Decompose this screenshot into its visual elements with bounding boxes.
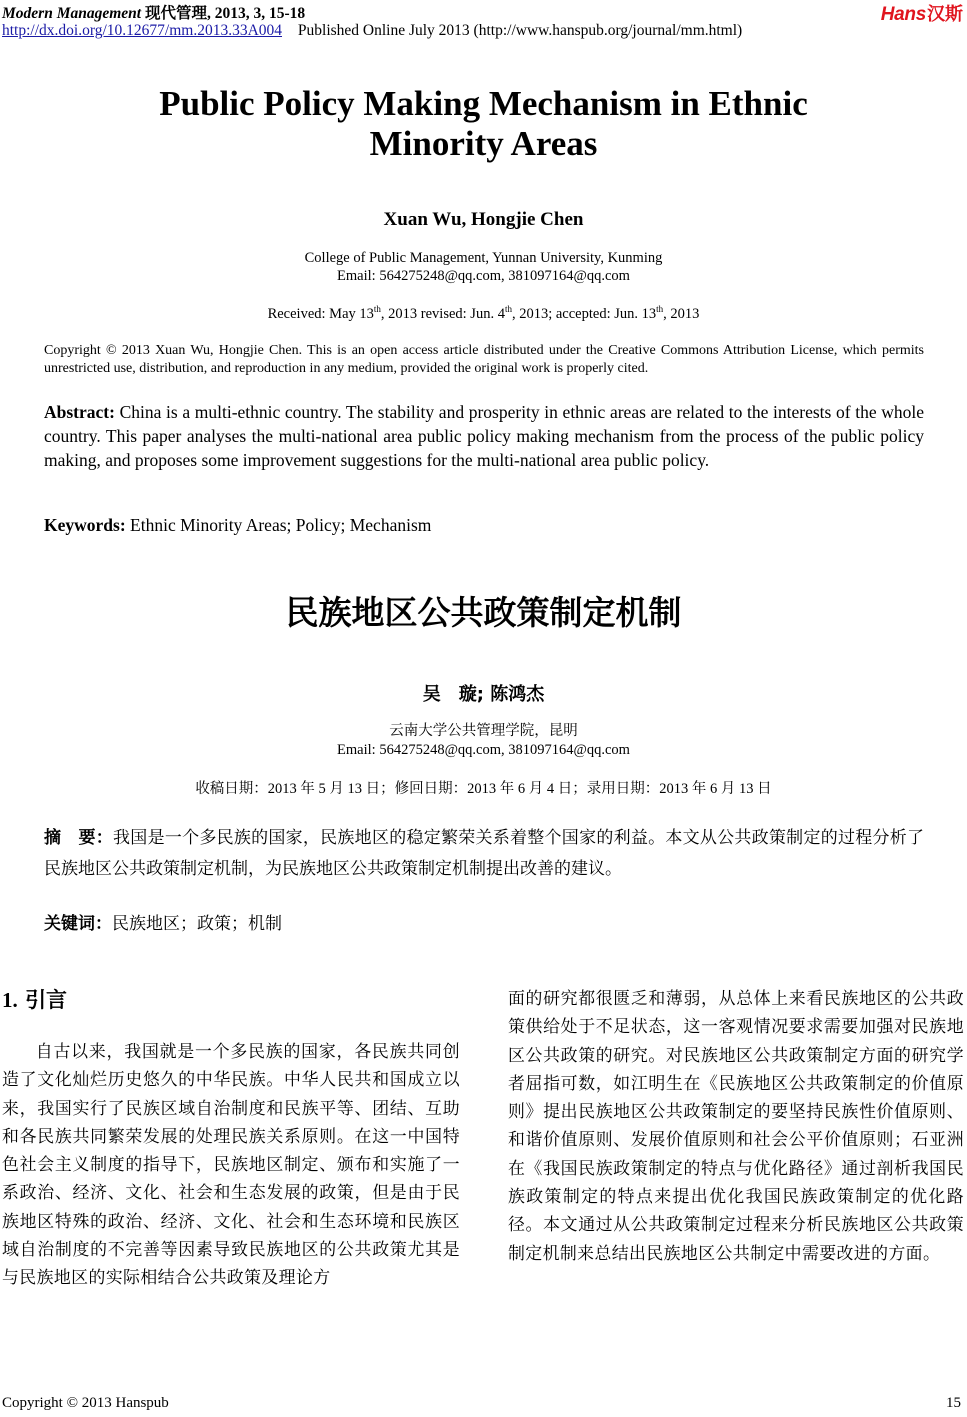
affiliation-en: College of Public Management, Yunnan University, Kunming [304, 250, 663, 266]
dates-en [0, 304, 967, 323]
keywords-text-cn: 民族地区；政策；机制 [112, 914, 282, 934]
ordinal-sup: th [373, 304, 381, 314]
page-number: 15 [946, 1395, 961, 1411]
abstract-text-en: China is a multi-ethnic country. The stability and prosperity in ethnic areas are related to the interests of the whole country. This paper analyses the multi-national area public policy making mechanism from the process of the public policy making, and proposes some improvement suggestions for the multi-national area public policy. [44, 402, 924, 470]
accepted-year: , 2013 [663, 305, 700, 322]
title-line-2: Minority Areas [369, 124, 598, 163]
authors-en: Xuan Wu, Hongjie Chen [383, 209, 584, 230]
received-date: Received: May 13 [267, 305, 374, 322]
title-line-1: Public Policy Making Mechanism in Ethnic [159, 84, 808, 123]
keywords-text-en: Ethnic Minority Areas; Policy; Mechanism [130, 515, 432, 535]
copyright-notice: Copyright © 2013 Xuan Wu, Hongjie Chen. This is an open access article distributed under the Creative Commons Attribution License, which permits unrestricted use, distribution, and reproduction in any medium, provided the original work is properly cited. [44, 343, 924, 376]
journal-name: Modern Management [2, 5, 142, 22]
paper-title-en [0, 84, 967, 164]
publication-line [2, 22, 742, 40]
email-cn: Email: 564275248@qq.com, 381097164@qq.com [337, 742, 630, 758]
published-online-text: Published Online July 2013 (http://www.hanspub.org/journal/mm.html) [297, 22, 743, 39]
affiliation-cn: 云南大学公共管理学院，昆明 [389, 723, 578, 739]
logo-text-cn: 汉斯 [927, 4, 963, 24]
affiliation-en-block [0, 249, 967, 285]
section-title: 引言 [25, 988, 68, 1012]
ordinal-sup: th [656, 304, 664, 314]
email-en: Email: 564275248@qq.com, 381097164@qq.com [337, 268, 630, 284]
journal-issue-info: 现代管理, 2013, 3, 15-18 [144, 5, 306, 22]
accepted-date: , 2013; accepted: Jun. 13 [511, 305, 657, 322]
keywords-en [44, 515, 431, 536]
logo-text-en: Hans [880, 4, 926, 25]
journal-header [2, 1, 305, 23]
keywords-label-cn: 关键词： [44, 914, 112, 934]
section-heading [2, 984, 67, 1014]
revised-date: , 2013 revised: Jun. 4 [380, 305, 505, 322]
section-number: 1. [2, 988, 18, 1012]
keywords-cn [44, 909, 282, 934]
keywords-label-en: Keywords: [44, 515, 126, 535]
authors-cn: 吴 璇; 陈鸿杰 [422, 684, 545, 705]
abstract-cn [44, 823, 924, 885]
abstract-label-cn: 摘 要： [44, 828, 114, 848]
body-left-column: 自古以来，我国就是一个多民族的国家，各民族共同创造了文化灿烂历史悠久的中华民族。中华人民共和国成立以来，我国实行了民族区域自治制度和民族平等、团结、互助和各民族共同繁荣发展的处理民族关系原则。在这一中国特色社会主义制度的指导下，民族地区制定、颁布和实施了一系政治、经济、文化、社会和生态发展的政策，但是由于民族地区特殊的政治、经济、文化、社会和生态环境和民族区域自治制度的不完善等因素导致民族地区的公共政策尤其是与民族地区的实际相结合公共政策及理论方 [2, 1041, 460, 1288]
abstract-label-en: Abstract: [44, 402, 115, 422]
body-right-column: 面的研究都很匮乏和薄弱，从总体上来看民族地区的公共政策供给处于不足状态，这一客观情况要求需要加强对民族地区公共政策的研究。对民族地区公共政策制定方面的研究学者屈指可数，如江明生在《民族地区公共政策制定的价值原则》提出民族地区公共政策制定的要坚持民族性价值原则、和谐价值原则、发展价值原则和社会公平价值原则；石亚洲在《我国民族政策制定的特点与优化路径》通过剖析我国民族政策制定的特点来提出优化我国民族政策制定的优化路径。本文通过从公共政策制定过程来分析民族地区公共政策制定机制来总结出民族地区公共制定中需要改进的方面。 [508, 988, 964, 1263]
affiliation-cn-block [0, 722, 967, 760]
abstract-text-cn: 我国是一个多民族的国家，民族地区的稳定繁荣关系着整个国家的利益。本文从公共政策制定的过程分析了民族地区公共政策制定机制，为民族地区公共政策制定机制提出改善的建议。 [44, 828, 925, 879]
doi-link[interactable]: http://dx.doi.org/10.12677/mm.2013.33A004 [2, 22, 283, 39]
footer-copyright: Copyright © 2013 Hanspub [2, 1395, 169, 1411]
paper-title-cn: 民族地区公共政策制定机制 [285, 593, 682, 632]
abstract-en [44, 400, 924, 472]
ordinal-sup: th [504, 304, 512, 314]
dates-cn: 收稿日期：2013 年 5 月 13 日；修回日期：2013 年 6 月 4 日；录用日期：2013 年 6 月 13 日 [195, 781, 772, 797]
hans-logo [881, 0, 963, 26]
